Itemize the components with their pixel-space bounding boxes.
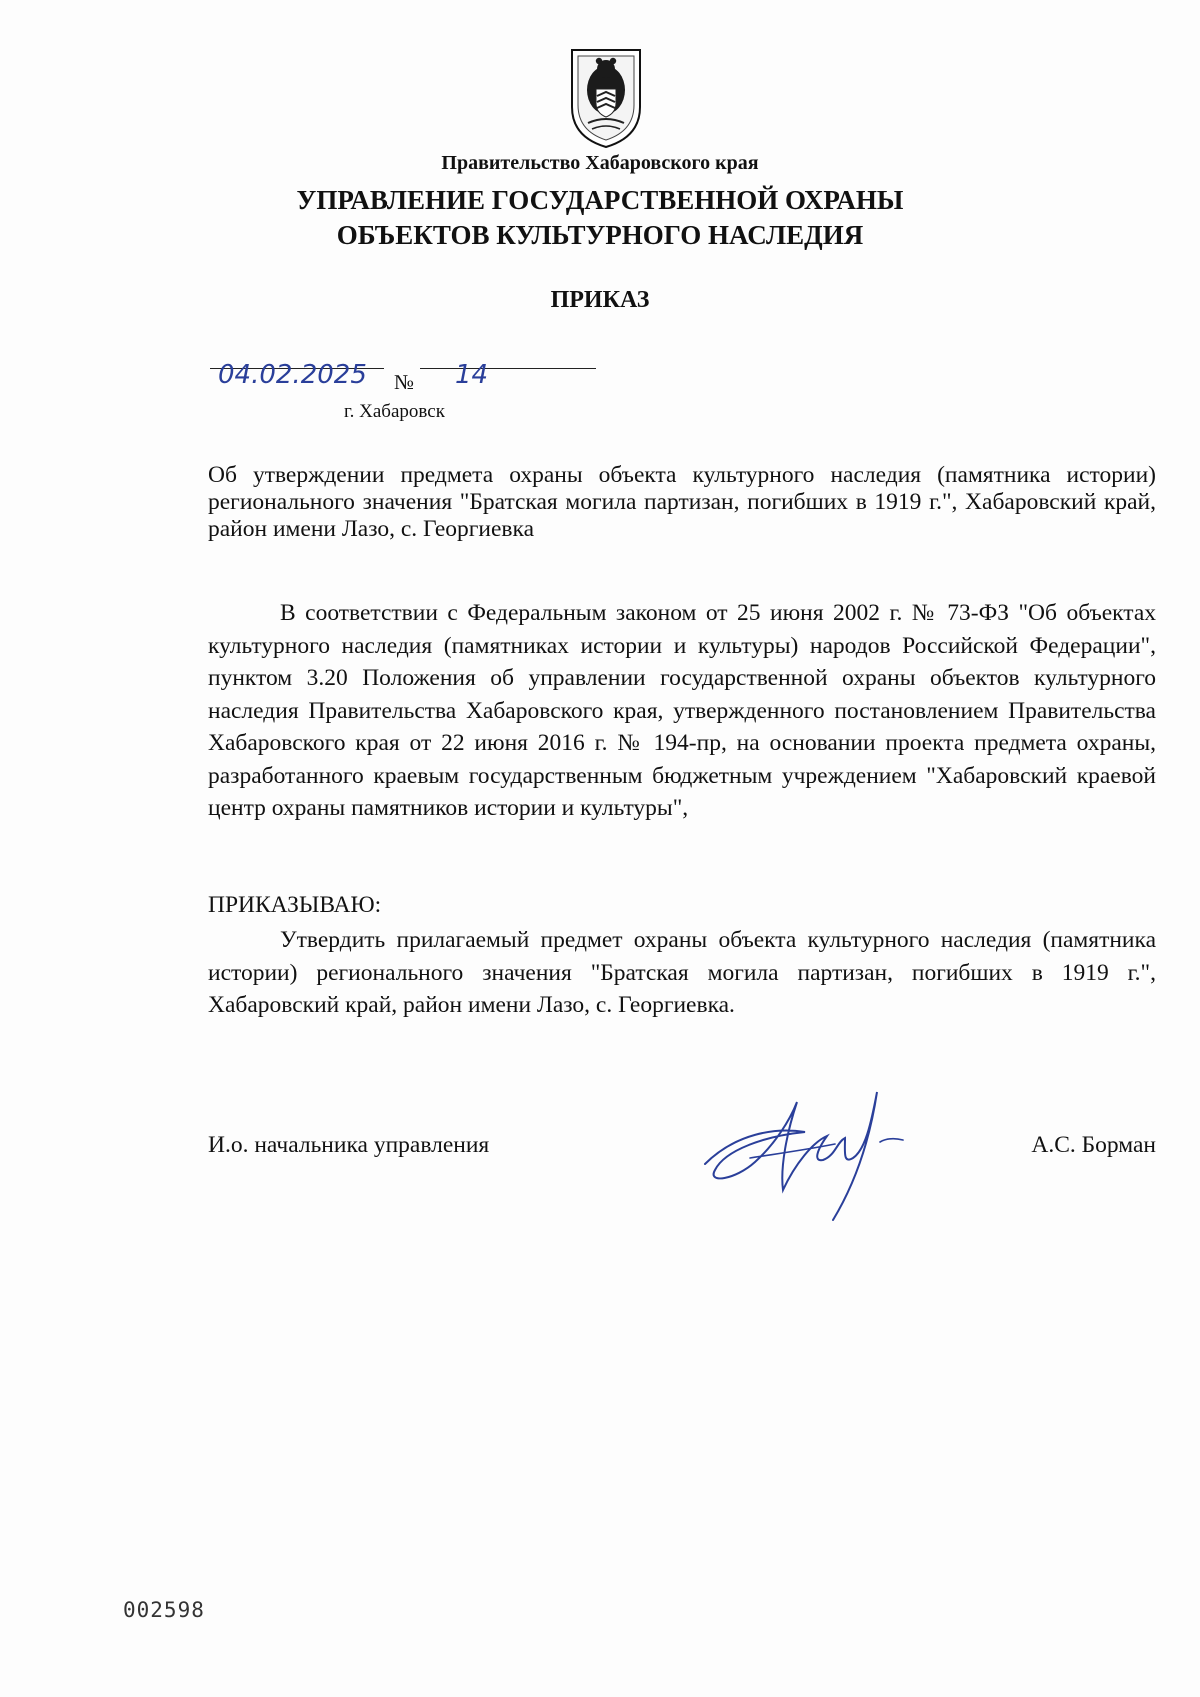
signatory-position: И.о. начальника управления <box>208 1132 490 1158</box>
number-underline <box>420 368 596 369</box>
order-date: 04.02.2025 <box>218 360 367 390</box>
order-number: 14 <box>455 360 489 390</box>
signature-icon <box>695 1072 910 1227</box>
coat-of-arms-icon <box>566 45 646 150</box>
order-subject: Об утверждении предмета охраны объекта культурного наследия (памятника истории) регионального значения "Братская могила партизан, погибших в 1919 г.", Хабаровский край, район имени Лазо, с. Георгиевка <box>208 462 1156 542</box>
department-name <box>0 183 1200 253</box>
order-directive-word: ПРИКАЗЫВАЮ: <box>208 892 382 918</box>
number-sign: № <box>394 370 415 394</box>
order-directive-text: Утвердить прилагаемый предмет охраны объекта культурного наследия (памятника истории) регионального значения "Братская могила партизан, погибших в 1919 г.", Хабаровский край, район имени Лазо, с. Георгиевка. <box>208 927 1156 1018</box>
document-serial-number: 002598 <box>123 1598 205 1622</box>
signatory-name: А.С. Борман <box>1031 1132 1156 1158</box>
order-title: ПРИКАЗ <box>550 287 650 313</box>
order-city: г. Хабаровск <box>344 401 445 422</box>
government-name: Правительство Хабаровского края <box>441 152 759 174</box>
department-name-line-2: ОБЪЕКТОВ КУЛЬТУРНОГО НАСЛЕДИЯ <box>336 220 864 250</box>
order-preamble: В соответствии с Федеральным законом от 25 июня 2002 г. № 73-ФЗ "Об объектах культурного наследия (памятниках истории и культуры) народов Российской Федерации", пунктом 3.20 Положения об управлении государственной охраны объектов культурного наследия Правительства Хабаровского края, утвержденного постановлением Правительства Хабаровского края от 22 июня 2016 г. № 194-пр, на основании проекта предмета охраны, разработанного краевым государственным бюджетным учреждением "Хабаровский краевой центр охраны памятников истории и культуры", <box>208 600 1156 821</box>
department-name-line-1: УПРАВЛЕНИЕ ГОСУДАРСТВЕННОЙ ОХРАНЫ <box>296 185 904 215</box>
